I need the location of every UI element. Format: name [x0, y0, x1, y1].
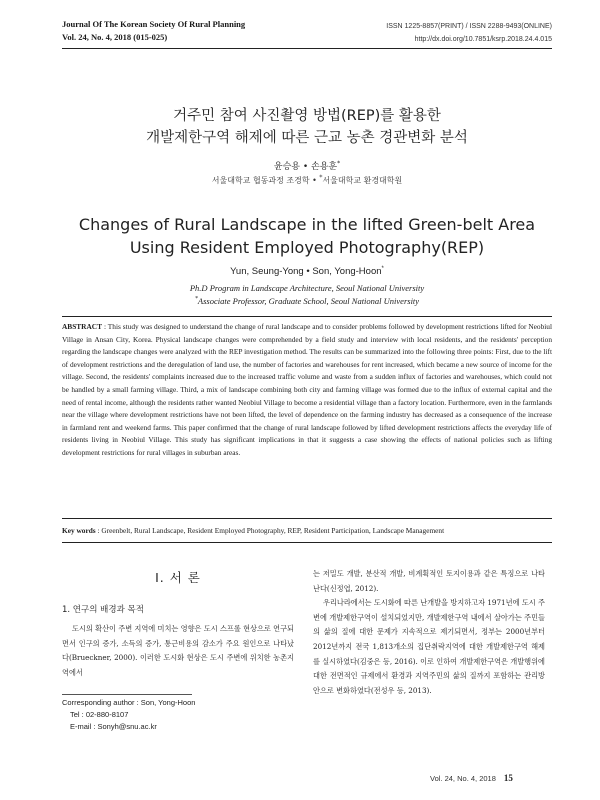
- page-number: 15: [503, 773, 513, 783]
- english-affiliations: Ph.D Program in Landscape Architecture, Seoul National University *Associate Professor, Graduate School, Seoul National University: [62, 282, 552, 308]
- publication-info: [386, 20, 552, 46]
- abstract-label: ABSTRACT: [62, 322, 102, 331]
- keywords-label: Key words: [62, 526, 96, 535]
- page-footer: [430, 773, 513, 783]
- header-rule: [62, 48, 552, 49]
- footnote-rule: [62, 694, 192, 695]
- abstract-text: This study was designed to understand the change of rural landscape and to consider problems followed by development restrictions lifted for Neobiul Village in Ansan City, Korea. Physical landscape changes were comprehended by a field study and interview with local residents, and the residents' perception regarding the landscape changes were analyzed with the REP investigation method. The results can be summarized into the following three points: First, due to the lift of development restrictions and the deregulation of land use, the number of factories and warehouses for rent increased, which became a new source of income for the village. Second, the residents' complaints increased due to the increased traffic volume and waste from a sudden influx of factories and warehouses, which could not be handled by a small farming village. Third, a mix of landscape combining both city and farming village was formed due to the influx of external capital and the need of rental income, although the residents rather wanted Neobiul Village to become a residential village than a factory location. Furthermore, even in the farmlands near the village where development restrictions have not been lifted, the level of dependence on the farming industry has decreased as a consequence of the increase in farmland rent and weekend farms. This paper confirmed that the change of rural landscape followed by lifted development restrictions affects the everyday life of residents living in Neobiul Village. This study has significant implications in that it suggests a case showing the effects of national policies such as lifting development restrictions for rural villages in suburban areas.: [62, 322, 552, 457]
- abstract-top-rule: [62, 316, 552, 317]
- korean-title-line-1: 거주민 참여 사진촬영 방법(REP)를 활용한: [173, 108, 441, 124]
- body-left-column: [62, 622, 294, 680]
- english-affiliation-1: Ph.D Program in Landscape Architecture, Seoul National University: [189, 283, 425, 293]
- english-title: [62, 213, 552, 259]
- korean-affiliations: 서울대학교 협동과정 조경학 • *서울대학교 환경대학원: [211, 174, 403, 185]
- english-title-line-2: Using Resident Employed Photography(REP): [129, 238, 485, 257]
- journal-name: Journal Of The Korean Society Of Rural Planning: [62, 19, 246, 29]
- abstract-bottom-rule: [62, 518, 552, 519]
- journal-volume: Vol. 24, No. 4, 2018 (015-025): [62, 32, 168, 42]
- english-affiliation-2: Associate Professor, Graduate School, Seoul National University: [197, 296, 420, 306]
- doi-link[interactable]: http://dx.doi.org/10.7851/ksrp.2018.24.4.015: [414, 36, 552, 43]
- keywords-rule: [62, 542, 552, 543]
- english-authors: Yun, Seung-Yong • Son, Yong-Hoon*: [230, 265, 384, 277]
- korean-authors: 윤승용 • 손용훈*: [273, 160, 341, 172]
- korean-author-names: 윤승용 • 손용훈: [273, 162, 338, 172]
- korean-title: [62, 105, 552, 149]
- korean-affiliation-1: 서울대학교 협동과정 조경학 •: [211, 176, 320, 185]
- corresponding-author-footnote: [62, 697, 195, 733]
- korean-affiliation-2: 서울대학교 환경대학원: [322, 176, 403, 185]
- body-paragraph: 우리나라에서는 도시화에 따른 난개발을 방지하고자 1971년에 도시 주변에 개발제한구역이 설치되었지만, 개발제한구역 내에서 살아가는 주민들의 삶의 질에 대한 문제가 지속적으로 제기되면서, 정부는 2000년부터 2012년까지 전국 1,813개소의 집단취락지역에 대한 개발제한구역 해제를 실시하였다(김중은 등, 2016). 이로 인하여 개발제한구역은 개발행위에 대한 전면적인 규제에서 환경과 지역주민의 삶의 질까지 포함하는 관리방안으로 변화하였다(전성우 등, 2013).: [313, 598, 545, 695]
- keywords-text: Greenbelt, Rural Landscape, Resident Employed Photography, REP, Resident Participation, Landscape Management: [101, 526, 445, 535]
- footer-volume: Vol. 24, No. 4, 2018: [430, 774, 496, 783]
- journal-header: [62, 18, 245, 44]
- english-author-names: Yun, Seung-Yong • Son, Yong-Hoon: [230, 266, 382, 277]
- issn-text: ISSN 1225-8857(PRINT) / ISSN 2288-9493(ONLINE): [386, 23, 552, 30]
- body-paragraph: 도시의 확산이 주변 지역에 미치는 영향은 도시 스프롤 현상으로 연구되면서 인구의 증가, 소득의 증가, 통근비용의 감소가 주요 원인으로 나타났다(Brueckner, 2000). 이러한 도시화 현상은 도시 주변에 위치한 농촌지역에서: [62, 624, 294, 677]
- keywords: Key words : Greenbelt, Rural Landscape, Resident Employed Photography, REP, Resident Participation, Landscape Management: [62, 526, 445, 535]
- footnote-tel: Tel : 02-880-8107: [70, 710, 129, 719]
- section-title: I. 서 론: [155, 570, 201, 585]
- footnote-author: Corresponding author : Son, Yong-Hoon: [62, 698, 196, 707]
- subsection-title: 1. 연구의 배경과 목적: [62, 605, 144, 615]
- body-paragraph: 는 저밀도 개발, 분산적 개발, 비계획적인 토지이용과 같은 특징으로 나타난다(신정엽, 2012).: [313, 569, 545, 593]
- body-right-column: [313, 567, 545, 698]
- footnote-email[interactable]: E-mail : Sonyh@snu.ac.kr: [70, 722, 157, 731]
- korean-title-line-2: 개발제한구역 해제에 따른 근교 농촌 경관변화 분석: [146, 130, 468, 146]
- english-title-line-1: Changes of Rural Landscape in the lifted Green-belt Area: [78, 215, 536, 234]
- abstract: ABSTRACT : This study was designed to understand the change of rural landscape and to consider problems followed by development restrictions lifted for Neobiul Village in Ansan City, Korea. Physical landscape changes were comprehended by a field study and interview with local residents, and the residents' perception regarding the landscape changes were analyzed with the REP investigation method. The results can be summarized into the following three points: First, due to the lift of development restrictions and the deregulation of land use, the number of factories and warehouses for rent increased, which became a new source of income for the village. Second, the residents' complaints increased due to the increased traffic volume and waste from a sudden influx of factories and warehouses, which could not be handled by a small farming village. Third, a mix of landscape combining both city and farming village was formed due to the influx of external capital and the need of rental income, although the residents rather wanted Neobiul Village to become a residential village than a factory location. Furthermore, even in the farmlands near the village where development restrictions have not been lifted, the level of dependence on the farming industry has decreased as a consequence of the increase in farmland rent and weekend farms. This paper confirmed that the change of rural landscape followed by lifted development restrictions affects the everyday life of residents living in Neobiul Village. This study has significant implications in that it suggests a case showing the effects of national policies such as lifting development restrictions for rural villages in suburban areas.: [62, 322, 552, 457]
